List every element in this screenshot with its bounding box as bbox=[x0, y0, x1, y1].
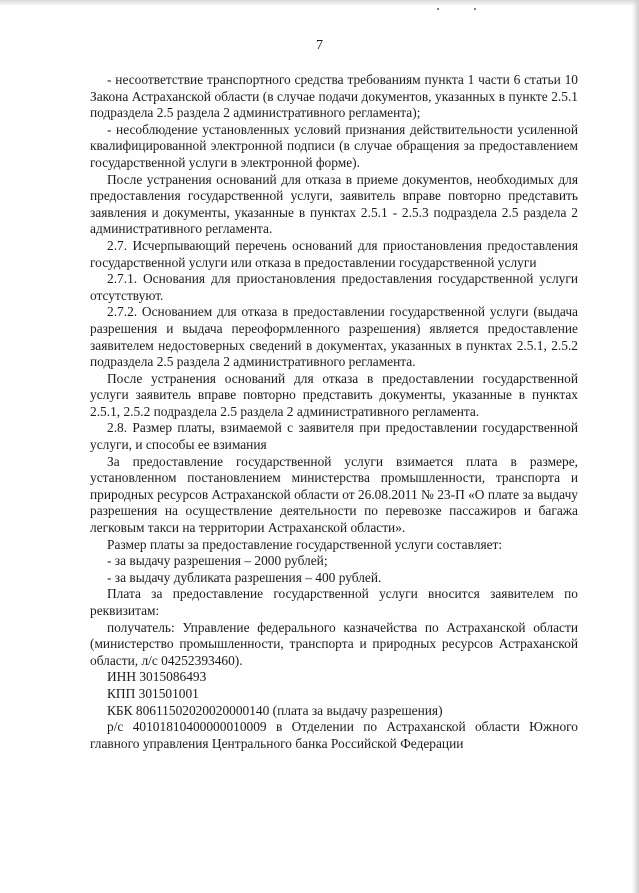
scan-speck bbox=[474, 8, 476, 10]
payment-account: р/с 40101810400000010009 в Отделении по Астраханской области Южного главного управления Центрального банка Российской Федерации bbox=[90, 719, 578, 751]
paragraph-condition-signature: - несоблюдение установленных условий признания действительности усиленной квалифицированной электронной подписи (в случае обращения за предоставлением государственной услуги в электронной форме). bbox=[90, 121, 578, 170]
payment-recipient: получатель: Управление федерального казначейства по Астраханской области (министерство промышленности, транспорта и природных ресурсов Астраханской области, л/с 04252393460). bbox=[90, 619, 578, 668]
section-heading-2-8: 2.8. Размер платы, взимаемой с заявителя при предоставлении государственной услуги, и способы ее взимания bbox=[90, 420, 578, 453]
section-heading-2-7: 2.7. Исчерпывающий перечень оснований для приостановления предоставления государственной услуги или отказа в предоставлении государственной услуги bbox=[90, 237, 578, 270]
payment-inn: ИНН 3015086493 bbox=[107, 669, 207, 685]
paragraph-fee-basis: За предоставление государственной услуги взимается плата в размере, установленном постановлением министерства промышленности, транспорта и природных ресурсов Астраханской области от 26.08.2011 № 23-П «О плате за выдачу разрешения на осуществление деятельности по перевозке пассажиров и багажа легковым такси на территории Астраханской области». bbox=[90, 453, 578, 536]
paragraph-2-7-2: 2.7.2. Основанием для отказа в предоставлении государственной услуги (выдача разрешения и выдача переоформленного разрешения) является предоставление заявителем недостоверных сведений в документах, указанных в пунктах 2.5.1, 2.5.2 подраздела 2.5 раздела 2 административного регламента. bbox=[90, 304, 578, 370]
document-body bbox=[90, 72, 578, 752]
paragraph-fee-amount-intro: Размер платы за предоставление государственной услуги составляет: bbox=[107, 536, 503, 552]
paragraph-after-refusal: После устранения оснований для отказа в предоставлении государственной услуги заявитель вправе повторно представить документы, указанные в пунктах 2.5.1, 2.5.2 подраздела 2.5 раздела 2 административного регламента. bbox=[90, 370, 578, 419]
payment-kpp: КПП 301501001 bbox=[107, 685, 199, 701]
page-number: 7 bbox=[316, 38, 323, 53]
paragraph-condition-vehicle: - несоответствие транспортного средства требованиям пункта 1 части 6 статьи 10 Закона Астраханской области (в случае подачи документов, указанных в пункте 2.5.1 подраздела 2.5 раздела 2 административного регламента); bbox=[90, 72, 578, 121]
fee-item-permit: - за выдачу разрешения – 2000 рублей; bbox=[107, 553, 328, 569]
fee-item-duplicate: - за выдачу дубликата разрешения – 400 рублей. bbox=[107, 569, 382, 585]
scan-speck bbox=[437, 8, 439, 10]
paragraph-payment-details-intro: Плата за предоставление государственной услуги вносится заявителем по реквизитам: bbox=[90, 586, 578, 618]
payment-kbk: КБК 80611502020020000140 (плата за выдачу разрешения) bbox=[107, 702, 443, 718]
scan-edge-right bbox=[632, 0, 639, 893]
paragraph-2-7-1: 2.7.1. Основания для приостановления предоставления государственной услуги отсутствуют. bbox=[90, 271, 578, 303]
paragraph-resubmission: После устранения оснований для отказа в приеме документов, необходимых для предоставления государственной услуги, заявитель вправе повторно представить заявления и документы, указанные в пунктах 2.5.1 - 2.5.3 подраздела 2.5 раздела 2 административного регламента. bbox=[90, 171, 578, 237]
scan-edge-top bbox=[0, 0, 639, 6]
